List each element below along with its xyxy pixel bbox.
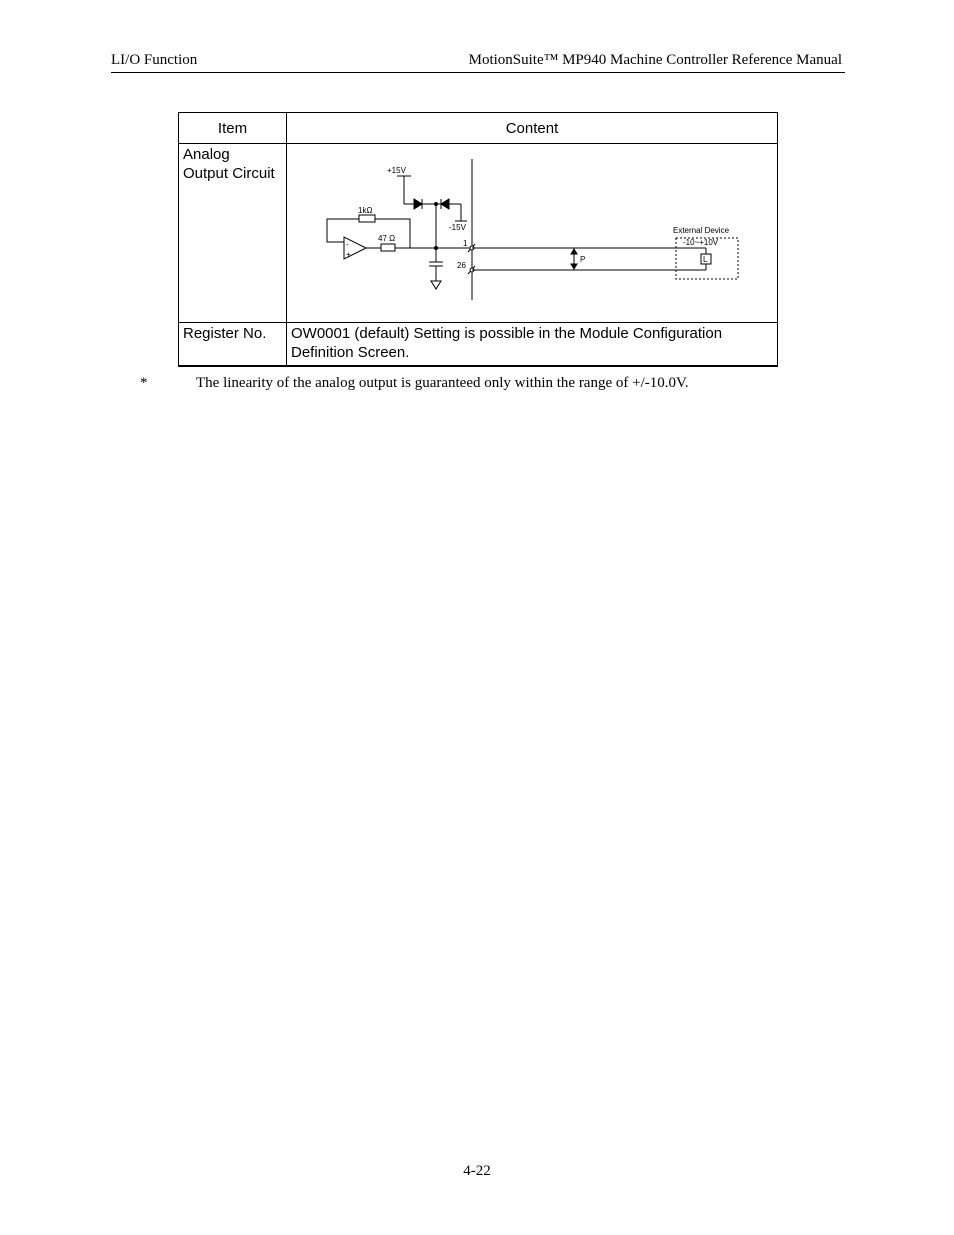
feedback-resistor-symbol [359, 215, 375, 222]
label-pin-1: 1 [463, 239, 468, 248]
content-line: Definition Screen. [291, 344, 410, 361]
item-label-line: Register No. [183, 325, 267, 342]
item-cell [179, 323, 287, 367]
content-cell [287, 144, 778, 323]
spec-table [178, 112, 778, 367]
table-header-row [179, 113, 778, 144]
content-line: OW0001 (default) Setting is possible in the Module Configuration [291, 325, 723, 342]
label-external-device: External Device [673, 226, 730, 235]
output-resistor-symbol [381, 244, 395, 251]
header-manual-title: MotionSuite™ MP940 Machine Controller Reference Manual [468, 52, 842, 68]
column-header-item: Item [179, 113, 287, 144]
analog-output-circuit-diagram [287, 144, 777, 322]
header-rule [111, 72, 845, 73]
item-cell [179, 144, 287, 323]
diode-1-symbol [414, 199, 422, 209]
label-signal-p: P [580, 255, 586, 264]
label-plus-15v: +15V [387, 166, 406, 175]
table-row [179, 144, 778, 323]
label-load: L [703, 255, 708, 264]
footnote-mark: * [140, 375, 148, 391]
label-minus-15v: -15V [449, 223, 466, 232]
circuit-svg [287, 144, 777, 322]
diode-2-symbol [441, 199, 449, 209]
item-label-line: Analog [183, 146, 230, 163]
ground-symbol [431, 281, 441, 289]
label-feedback-resistor: 1kΩ [358, 206, 373, 215]
label-voltage-range: -10~+10V [683, 238, 719, 247]
table-row [179, 323, 778, 367]
content-cell [287, 323, 778, 367]
label-opamp-noninverting: + [346, 250, 351, 259]
footnote-text: The linearity of the analog output is guaranteed only within the range of +/-10.0V. [196, 375, 689, 391]
item-label-line: Output Circuit [183, 165, 275, 182]
header-section-title: LI/O Function [111, 52, 198, 68]
page-number: 4-22 [463, 1163, 491, 1179]
label-output-resistor: 47 Ω [378, 234, 396, 243]
label-pin-26: 26 [457, 261, 466, 270]
label-opamp-inverting: - [346, 240, 349, 249]
column-header-content: Content [287, 113, 778, 144]
